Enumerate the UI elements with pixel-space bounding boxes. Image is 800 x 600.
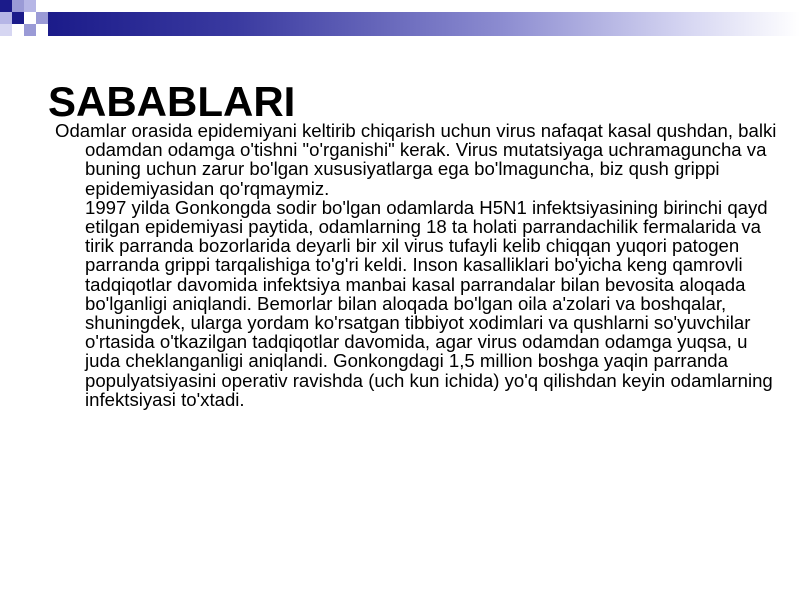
body-paragraph: Odamlar orasida epidemiyani keltirib chiqarish uchun virus nafaqat kasal qushdan, balki odamdan odamga o'tishni "o'rganishi" kerak. Virus mutatsiyaga uchramaguncha va buning uchun zarur bo'lgan xususiyatlarga ega bo'lmaguncha, biz qush grippi epidemiyasidan qo'rqmaymiz.	[55, 120, 777, 199]
decor-square	[12, 12, 24, 24]
decor-square	[24, 0, 36, 12]
decor-square	[0, 12, 12, 24]
body-paragraph: 1997 yilda Gonkongda sodir bo'lgan odamlarda H5N1 infektsiyasining birinchi qayd etilgan epidemiyasi paytida, odamlarning 18 ta holati parrandachilik fermalarida va tirik parranda bozorlarida deyarli bir xil virus tufayli kelib chiqqan yuqori patogen parranda grippi tarqalishiga to'g'ri keldi. Inson kasalliklari bo'yicha keng qamrovli tadqiqotlar davomida infektsiya manbai kasal parrandalar bilan bevosita aloqada bo'lganligi aniqlandi. Bemorlar bilan aloqada bo'lgan oila a'zolari va boshqalar, shuningdek, ularga yordam ko'rsatgan tibbiyot xodimlari va qushlarni so'yuvchilar o'rtasida o'tkazilgan tadqiqotlar davomida, agar virus odamdan odamga yuqsa, u juda cheklanganligi aniqlandi. Gonkongdagi 1,5 million boshga yaqin parranda populyatsiyasini operativ ravishda (uch kun ichida) yo'q qilishdan keyin odamlarning infektsiyasi to'xtadi.	[85, 196, 773, 410]
decor-square	[0, 24, 12, 36]
decor-square	[36, 12, 48, 24]
decor-square	[0, 0, 12, 12]
decor-square	[24, 24, 36, 36]
slide-body	[55, 121, 780, 409]
header-gradient-bar	[48, 12, 800, 36]
decor-square	[12, 0, 24, 12]
slide-title: SABABLARI	[48, 78, 296, 125]
